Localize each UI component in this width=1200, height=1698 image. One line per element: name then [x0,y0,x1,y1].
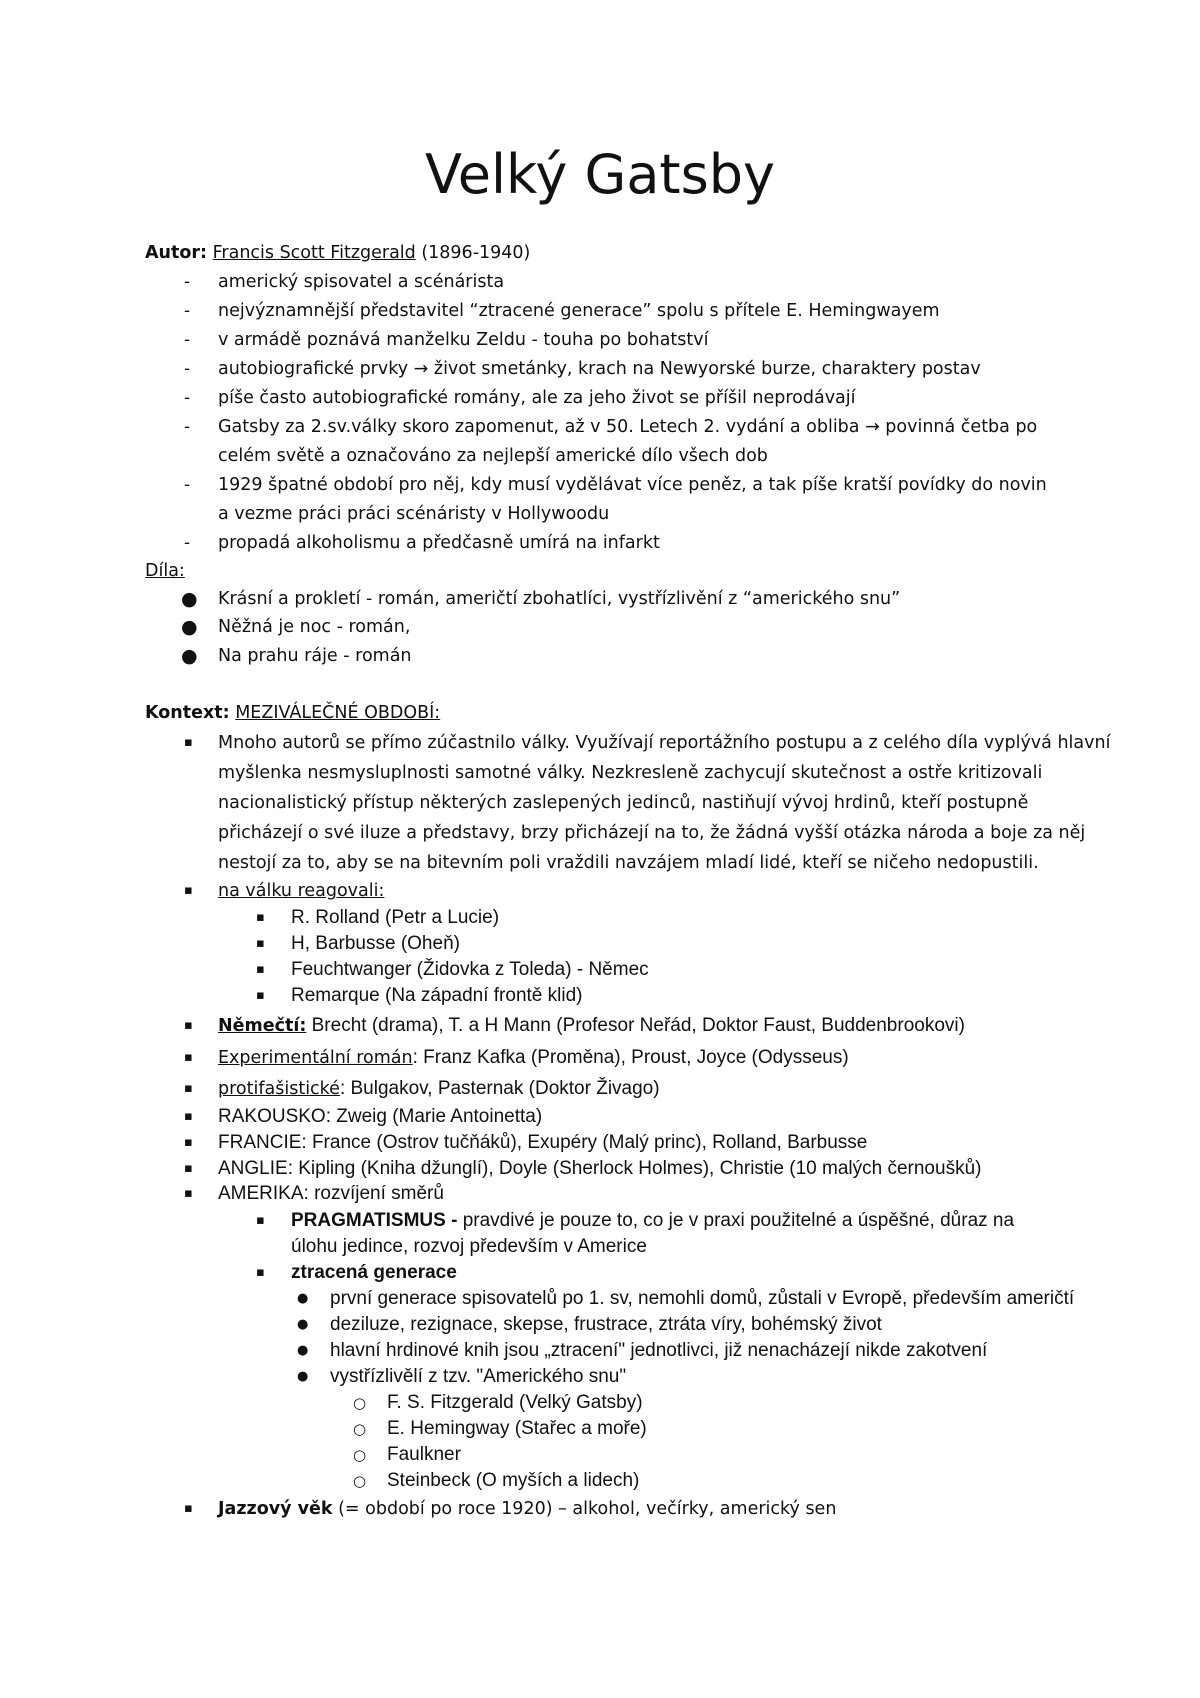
dash-bullet: - [184,272,191,292]
list-item-continuation: celém světě a označováno za nejlepší americké dílo všech dob [218,446,768,466]
disc-bullet: ● [297,1317,309,1332]
list-item: Na prahu ráje - román [218,646,412,666]
dash-bullet: - [184,475,191,495]
list-item: Remarque (Na západní frontě klid) [291,985,583,1006]
square-bullet: ▪ [184,1018,193,1033]
square-bullet: ▪ [256,988,265,1003]
square-bullet: ▪ [184,1050,193,1065]
list-item: první generace spisovatelů po 1. sv, nemohli domů, zůstali v Evropě, především američtí [330,1288,1075,1309]
circle-bullet: ○ [353,1446,367,1464]
experimental-line [218,1044,849,1073]
list-item: Gatsby za 2.sv.války skoro zapomenut, až v 50. Letech 2. vydání a obliba → povinná četba po [218,417,1038,437]
list-item-continuation: a vezme práci práci scénáristy v Hollywoodu [218,504,610,524]
paragraph-line: nestojí za to, aby se na bitevním poli vraždili navzájem mladí lidé, kteří se ničeho nedopustili. [218,853,1039,873]
square-bullet: ▪ [256,1265,265,1280]
kontext-label: Kontext: [145,703,230,723]
paragraph-line: přicházejí o své iluze a představy, brzy přicházejí na to, že žádná vyšší otázka národa a boje za něj [218,823,1086,843]
disc-bullet: ● [297,1369,309,1384]
protifasisticke-text: : Bulgakov, Pasternak (Doktor Živago) [339,1078,660,1099]
circle-bullet: ○ [353,1394,367,1412]
list-item: Feuchtwanger (Židovka z Toleda) - Němec [291,959,649,980]
nemecti-label: Němečtí: [218,1016,307,1036]
list-item: 1929 špatné období pro něj, kdy musí vydělávat více peněz, a tak píše kratší povídky do novin [218,475,1047,495]
autor-years: (1896-1940) [415,243,531,263]
page-title: Velký Gatsby [425,143,775,206]
circle-bullet: ○ [353,1420,367,1438]
paragraph-line: Mnoho autorů se přímo zúčastnilo války. Využívají reportážního postupu a z celého díla vyplývá hlavní [218,733,1111,753]
list-item: E. Hemingway (Stařec a moře) [387,1418,647,1439]
ztracena-label: ztracená generace [291,1262,457,1283]
dash-bullet: - [184,417,191,437]
list-item: propadá alkoholismu a předčasně umírá na infarkt [218,533,660,553]
jazz-text: (= období po roce 1920) – alkohol, večírky, americký sen [332,1499,837,1519]
dash-bullet: - [184,330,191,350]
disc-bullet: ● [181,616,198,638]
list-item: píše často autobiografické romány, ale za jeho život se příšil neprodávají [218,388,856,408]
square-bullet: ▪ [184,1501,193,1516]
kontext-heading: MEZIVÁLEČNÉ OBDOBÍ: [235,703,441,723]
protifasisticke-line [218,1075,660,1104]
kontext-line [145,699,440,727]
list-item: H, Barbusse (Oheň) [291,933,460,954]
nemecti-line [218,1012,965,1041]
list-item: autobiografické prvky → život smetánky, krach na Newyorské burze, charaktery postav [218,359,981,379]
list-item: vystřízlivělí z tzv. "Amerického snu" [330,1366,627,1387]
list-item: Něžná je noc - román, [218,617,411,637]
reagovali-label: na válku reagovali: [218,881,385,901]
dash-bullet: - [184,301,191,321]
list-item: nejvýznamnější představitel “ztracené generace” spolu s přítele E. Hemingwayem [218,301,940,321]
paragraph-line: myšlenka nesmysluplnosti samotné války. Nezkresleně zachycují skutečnost a ostře kritizovali [218,763,1043,783]
square-bullet: ▪ [184,1135,193,1150]
list-item: deziluze, rezignace, skepse, frustrace, ztráta víry, bohémský život [330,1314,882,1335]
experimental-text: : Franz Kafka (Proměna), Proust, Joyce (Odysseus) [412,1047,849,1068]
disc-bullet: ● [297,1343,309,1358]
autor-name: Francis Scott Fitzgerald [212,243,416,263]
square-bullet: ▪ [256,910,265,925]
list-item: R. Rolland (Petr a Lucie) [291,907,500,928]
disc-bullet: ● [181,645,198,667]
list-item: FRANCIE: France (Ostrov tučňáků), Exupéry (Malý princ), Rolland, Barbusse [218,1132,868,1153]
square-bullet: ▪ [184,1081,193,1096]
autor-line [145,239,530,267]
pragmatismus-line [291,1207,1014,1235]
square-bullet: ▪ [184,1186,193,1201]
square-bullet: ▪ [256,962,265,977]
experimental-label: Experimentální román [218,1048,413,1068]
square-bullet: ▪ [184,1161,193,1176]
square-bullet: ▪ [256,936,265,951]
list-item: Steinbeck (O myších a lidech) [387,1470,640,1491]
square-bullet: ▪ [184,735,193,750]
square-bullet: ▪ [256,1213,265,1228]
list-item: ANGLIE: Kipling (Kniha džunglí), Doyle (Sherlock Holmes), Christie (10 malých černoušků) [218,1158,982,1179]
square-bullet: ▪ [184,1109,193,1124]
list-item: hlavní hrdinové knih jsou „ztracení" jednotlivci, již nenacházejí nikde zakotvení [330,1340,988,1361]
list-item: Krásní a prokletí - román, američtí zbohatlíci, vystřízlivění z “amerického snu” [218,589,901,609]
protifasisticke-label: protifašistické [218,1079,340,1099]
pragmatismus-label: PRAGMATISMUS - [291,1210,458,1231]
square-bullet: ▪ [184,883,193,898]
nemecti-text: Brecht (drama), T. a H Mann (Profesor Neřád, Doktor Faust, Buddenbrookovi) [306,1015,965,1036]
paragraph-line: nacionalistický přístup některých zaslepených jedinců, nastiňují vývoj hrdinů, kteří postupně [218,793,1029,813]
disc-bullet: ● [181,588,198,610]
autor-label: Autor: [145,243,208,263]
dash-bullet: - [184,359,191,379]
circle-bullet: ○ [353,1472,367,1490]
pragmatismus-text: pravdivé je pouze to, co je v praxi použitelné a úspěšné, důraz na [457,1210,1015,1231]
dila-label: Díla: [145,561,185,581]
list-item: RAKOUSKO: Zweig (Marie Antoinetta) [218,1106,543,1127]
dash-bullet: - [184,533,191,553]
list-item: americký spisovatel a scénárista [218,272,505,292]
disc-bullet: ● [297,1291,309,1306]
pragmatismus-continuation: úlohu jedince, rozvoj především v Americe [291,1236,647,1257]
jazz-label: Jazzový věk [218,1499,333,1519]
list-item: F. S. Fitzgerald (Velký Gatsby) [387,1392,643,1413]
dash-bullet: - [184,388,191,408]
jazz-line [218,1495,836,1523]
list-item: Faulkner [387,1444,461,1465]
list-item: v armádě poznává manželku Zeldu - touha po bohatství [218,330,709,350]
list-item: AMERIKA: rozvíjení směrů [218,1183,444,1204]
